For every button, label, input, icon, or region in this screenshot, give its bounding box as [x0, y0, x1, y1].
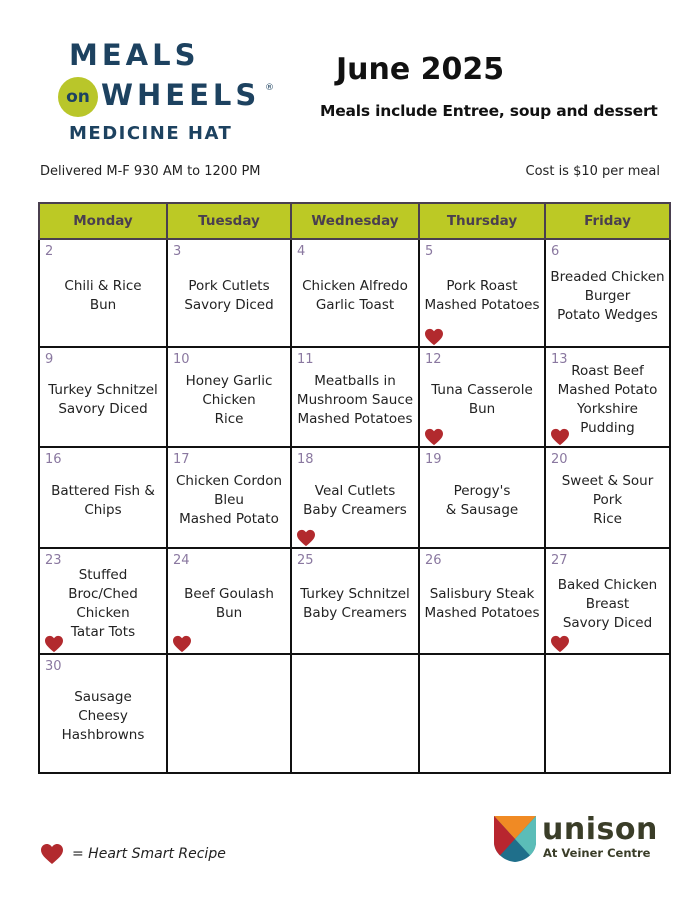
day-number: 27 — [551, 553, 568, 568]
meal-description: Salisbury Steak Mashed Potatoes — [424, 586, 540, 621]
meal-description: Pork Cutlets Savory Diced — [184, 278, 274, 313]
meal-description: Battered Fish & Chips — [51, 482, 155, 518]
day-number: 13 — [551, 352, 568, 367]
empty-day-cell — [545, 654, 670, 773]
logo-medicine-hat: MEDICINE HAT — [69, 123, 233, 144]
day-number: 25 — [297, 553, 314, 568]
day-cell — [167, 548, 291, 654]
day-cell — [291, 347, 419, 447]
day-number: 23 — [45, 553, 62, 568]
weekday-thursday: Thursday — [419, 203, 545, 239]
day-number: 10 — [173, 352, 190, 367]
delivery-hours: Delivered M-F 930 AM to 1200 PM — [40, 164, 261, 179]
day-number: 20 — [551, 452, 568, 467]
unison-shield-icon — [494, 816, 536, 862]
weekday-wednesday: Wednesday — [291, 203, 419, 239]
day-number: 4 — [297, 244, 306, 259]
day-cell — [419, 239, 545, 347]
meal-description: Meatballs in Mushroom Sauce Mashed Potatoes — [296, 372, 414, 427]
meal-calendar — [38, 202, 671, 774]
day-number: 3 — [173, 244, 182, 259]
heart-smart-icon — [424, 328, 444, 346]
heart-icon — [40, 843, 64, 865]
heart-smart-icon — [296, 529, 316, 547]
day-number: 11 — [297, 352, 314, 367]
day-cell — [545, 548, 670, 654]
meal-description: Turkey Schnitzel Savory Diced — [48, 382, 158, 417]
logo-meals: MEALS — [69, 38, 200, 72]
legend — [40, 843, 226, 865]
day-cell — [167, 239, 291, 347]
logo-wheels: WHEELS — [101, 78, 261, 112]
page-title: June 2025 — [336, 52, 505, 87]
meal-description: Chicken Alfredo Garlic Toast — [302, 278, 408, 313]
day-number: 12 — [425, 352, 442, 367]
meal-description: Sweet & Sour Pork Rice — [561, 473, 654, 527]
weekday-header-row — [39, 203, 670, 239]
meal-description: Baked Chicken Breast Savory Diced — [557, 576, 658, 631]
calendar-week-row — [39, 447, 670, 548]
day-number: 17 — [173, 452, 190, 467]
day-cell — [545, 447, 670, 548]
day-cell — [419, 548, 545, 654]
meal-description: Chili & Rice Bun — [64, 278, 142, 313]
day-number: 30 — [45, 659, 62, 674]
empty-day-cell — [291, 654, 419, 773]
calendar-week-row — [39, 239, 670, 347]
unison-subtitle: At Veiner Centre — [543, 846, 651, 860]
weekday-friday: Friday — [545, 203, 670, 239]
empty-day-cell — [419, 654, 545, 773]
unison-logo — [494, 812, 669, 866]
day-cell — [545, 347, 670, 447]
weekday-tuesday: Tuesday — [167, 203, 291, 239]
heart-smart-icon — [424, 428, 444, 446]
meal-cost: Cost is $10 per meal — [525, 164, 660, 179]
unison-wordmark: unison — [542, 812, 658, 847]
logo-on-badge: on — [58, 77, 98, 117]
empty-day-cell — [167, 654, 291, 773]
heart-smart-icon — [550, 635, 570, 653]
meal-description: Perogy's & Sausage — [445, 482, 519, 518]
meal-description: Pork Roast Mashed Potatoes — [424, 278, 540, 313]
meals-on-wheels-logo — [55, 38, 285, 148]
meal-description: Stuffed Broc/Ched Chicken Tatar Tots — [68, 567, 138, 640]
day-cell — [39, 654, 167, 773]
day-number: 2 — [45, 244, 54, 259]
day-cell — [291, 447, 419, 548]
heart-smart-icon — [172, 635, 192, 653]
meal-description: Chicken Cordon Bleu Mashed Potato — [175, 473, 283, 527]
day-cell — [39, 347, 167, 447]
meal-includes-note: Meals include Entree, soup and dessert — [320, 102, 658, 120]
meal-description: Tuna Casserole Bun — [431, 382, 533, 417]
day-cell — [545, 239, 670, 347]
day-number: 5 — [425, 244, 434, 259]
day-cell — [39, 239, 167, 347]
day-number: 19 — [425, 452, 442, 467]
day-number: 24 — [173, 553, 190, 568]
calendar-week-row — [39, 347, 670, 447]
day-cell — [39, 447, 167, 548]
calendar-week-row — [39, 548, 670, 654]
meal-description: Beef Goulash Bun — [184, 586, 274, 621]
day-cell — [167, 347, 291, 447]
day-number: 9 — [45, 352, 54, 367]
meal-description: Honey Garlic Chicken Rice — [185, 372, 273, 427]
logo-registered-mark: ® — [265, 83, 274, 93]
day-cell — [291, 239, 419, 347]
heart-smart-icon — [44, 635, 64, 653]
day-cell — [291, 548, 419, 654]
day-number: 18 — [297, 452, 314, 467]
day-cell — [419, 347, 545, 447]
heart-smart-icon — [550, 428, 570, 446]
meal-description: Sausage Cheesy Hashbrowns — [61, 689, 145, 743]
day-cell — [167, 447, 291, 548]
meal-description: Veal Cutlets Baby Creamers — [303, 482, 407, 518]
meal-description: Roast Beef Mashed Potato Yorkshire Pudding — [557, 363, 658, 436]
calendar-week-row — [39, 654, 670, 773]
legend-text: = Heart Smart Recipe — [72, 846, 226, 862]
weekday-monday: Monday — [39, 203, 167, 239]
day-number: 26 — [425, 553, 442, 568]
day-number: 16 — [45, 452, 62, 467]
day-number: 6 — [551, 244, 560, 259]
day-cell — [39, 548, 167, 654]
day-cell — [419, 447, 545, 548]
meal-description: Breaded Chicken Burger Potato Wedges — [550, 268, 665, 323]
meal-description: Turkey Schnitzel Baby Creamers — [300, 586, 410, 621]
